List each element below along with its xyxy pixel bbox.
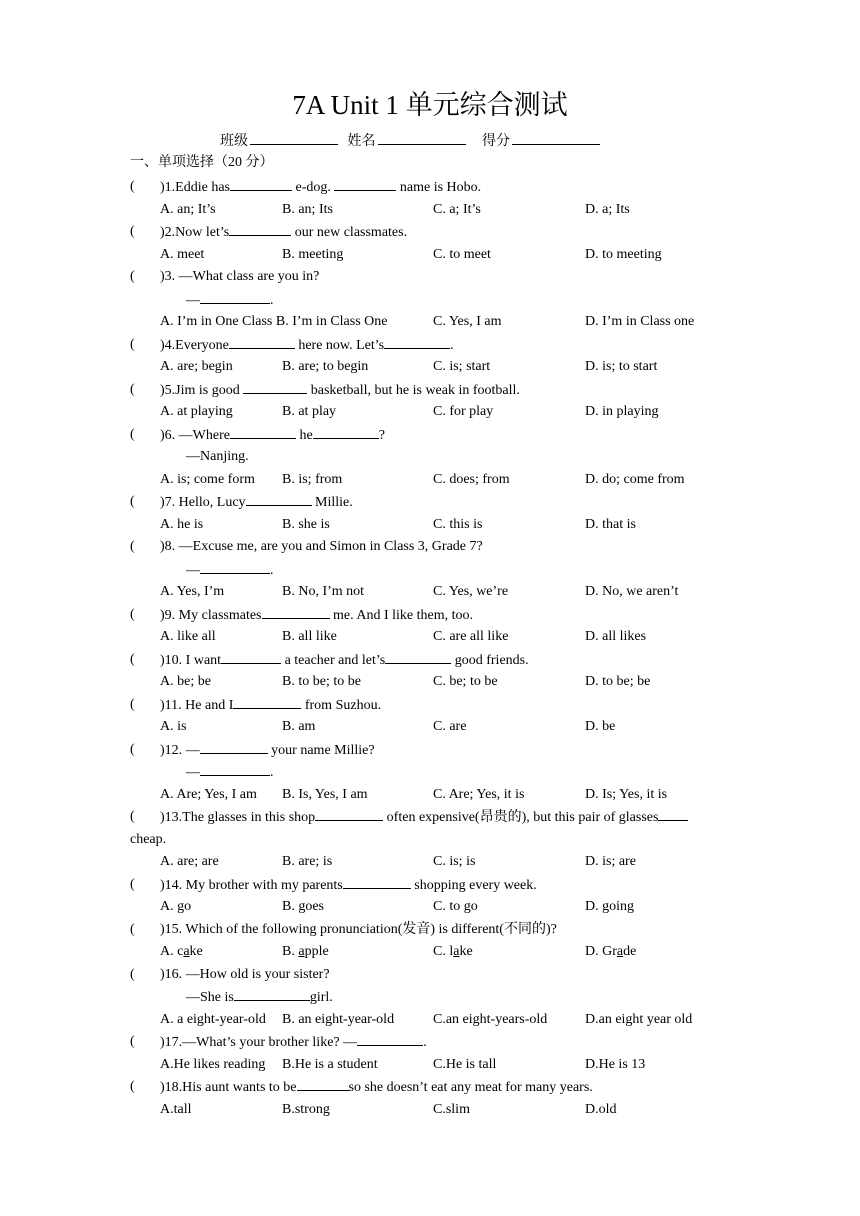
- dialogue-response: — .: [186, 559, 274, 583]
- answer-bracket: (: [130, 224, 135, 239]
- student-info: [220, 130, 606, 152]
- question-stem-continuation: [130, 829, 750, 852]
- option-d: D. be: [585, 719, 616, 734]
- dialogue-response: — .: [186, 289, 274, 313]
- option-c: C.He is tall: [433, 1056, 497, 1072]
- option-d: D. is; to start: [585, 359, 658, 374]
- question-stem: [130, 536, 750, 559]
- answer-blank: [357, 1031, 423, 1046]
- answer-blank: [384, 334, 450, 349]
- options-row: [130, 199, 750, 222]
- class-label: 班级: [220, 134, 248, 149]
- option-a: A. are; are: [160, 854, 219, 869]
- score-label: 得分: [482, 134, 510, 149]
- question-stem: [130, 649, 750, 672]
- answer-blank: [313, 424, 379, 439]
- question-answer-line: [130, 446, 750, 469]
- answer-blank: [233, 694, 301, 709]
- answer-bracket: (: [130, 494, 135, 509]
- option-d: D.old: [585, 1101, 617, 1117]
- option-c: C.an eight-years-old: [433, 1011, 548, 1027]
- question-text: )9. My classmates me. And I like them, too.: [160, 604, 473, 628]
- option-b: B. No, I’m not: [282, 584, 365, 599]
- option-c: C. for play: [433, 404, 494, 419]
- score-blank: [512, 130, 600, 145]
- option-c: C. are all like: [433, 629, 509, 644]
- option-c: C. Yes, I am: [433, 314, 502, 329]
- answer-blank: [658, 806, 688, 821]
- option-c: C.slim: [433, 1101, 470, 1117]
- name-blank: [378, 130, 466, 145]
- options-row: [130, 784, 750, 807]
- answer-blank: [385, 649, 451, 664]
- option-d: D. in playing: [585, 404, 659, 419]
- option-a: A. a eight-year-old: [160, 1011, 266, 1027]
- option-a: A. he is: [160, 516, 204, 532]
- answer-blank: [230, 176, 292, 191]
- answer-blank: [229, 334, 295, 349]
- question-text: )16. —How old is your sister?: [160, 966, 330, 982]
- question-stem: [130, 491, 750, 514]
- answer-bracket: (: [130, 696, 135, 712]
- underlined-letter: a: [183, 944, 190, 959]
- name-label: 姓名: [347, 134, 376, 149]
- question-text: )15. Which of the following pronunciation(发音) is different(不同的)?: [160, 921, 557, 937]
- answer-blank: [246, 491, 312, 506]
- answer-blank: [221, 649, 281, 664]
- question-answer-line: [130, 986, 750, 1009]
- question-text: )7. Hello, Lucy Millie.: [160, 491, 353, 515]
- question-text: )5.Jim is good basketball, but he is weak in football.: [160, 379, 520, 403]
- answer-bracket: (: [130, 921, 135, 937]
- option-c: C. does; from: [433, 471, 510, 487]
- question-text: )6. —Where he ?: [160, 424, 385, 448]
- question-list: [130, 176, 750, 1121]
- option-a: A. Are; Yes, I am: [160, 786, 257, 802]
- question-text-wrap: cheap.: [130, 831, 167, 847]
- question-text: )18.His aunt wants to be so she doesn’t eat any meat for many years.: [160, 1076, 593, 1100]
- answer-blank: [262, 604, 330, 619]
- option-d: D. is; are: [585, 854, 636, 869]
- answer-blank: [297, 1076, 349, 1091]
- option-d: D. No, we aren’t: [585, 584, 679, 599]
- answer-bracket: (: [130, 876, 135, 892]
- option-c: C. Yes, we’re: [433, 584, 509, 599]
- question-answer-line: [130, 289, 750, 312]
- question-text: )4.Everyone here now. Let’s .: [160, 334, 454, 358]
- option-a: A. is: [160, 719, 187, 734]
- option-c: C. Are; Yes, it is: [433, 786, 525, 802]
- answer-bracket: (: [130, 381, 135, 397]
- option-a: A.He likes reading: [160, 1056, 266, 1072]
- options-row: [130, 356, 750, 379]
- answer-blank: [200, 289, 270, 304]
- answer-blank: [315, 806, 383, 821]
- option-a: A.tall: [160, 1101, 192, 1117]
- question-stem: [130, 874, 750, 897]
- option-a: A. cake: [160, 944, 203, 959]
- option-c: C. a; It’s: [433, 201, 481, 217]
- question-text: )11. He and I from Suzhou.: [160, 694, 381, 718]
- option-d: D. do; come from: [585, 471, 685, 487]
- question-stem: [130, 694, 750, 717]
- option-c: C. is; start: [433, 359, 491, 374]
- option-b: B. meeting: [282, 246, 344, 262]
- option-a: A. I’m in One Class B. I’m in Class One: [160, 314, 388, 329]
- option-c: C. is; is: [433, 854, 476, 869]
- answer-bracket: (: [130, 539, 135, 554]
- underlined-letter: a: [453, 944, 460, 959]
- question-answer-line: [130, 559, 750, 582]
- option-b: B. an; Its: [282, 201, 333, 217]
- question-answer-line: [130, 761, 750, 784]
- question-stem: [130, 604, 750, 627]
- question-text: )14. My brother with my parents shopping every week.: [160, 874, 537, 898]
- question-stem: [130, 739, 750, 762]
- option-c: C. be; to be: [433, 674, 498, 689]
- option-d: D. Grade: [585, 944, 637, 959]
- option-c: C. this is: [433, 516, 483, 532]
- option-b: B. are; to begin: [282, 359, 369, 374]
- question-stem: [130, 176, 750, 199]
- option-d: D.He is 13: [585, 1056, 646, 1072]
- answer-bracket: (: [130, 606, 135, 622]
- question-text: )2.Now let’s our new classmates.: [160, 221, 407, 245]
- option-d: D. to be; be: [585, 674, 651, 689]
- dialogue-response: — .: [186, 761, 274, 785]
- answer-bracket: (: [130, 966, 135, 982]
- options-row: [130, 514, 750, 537]
- option-b: B. am: [282, 719, 316, 734]
- option-b: B.strong: [282, 1101, 330, 1117]
- option-b: B. all like: [282, 629, 337, 644]
- question-text: )13.The glasses in this shop often expensive(昂贵的), but this pair of glasses: [160, 806, 688, 830]
- option-d: D. I’m in Class one: [585, 314, 695, 329]
- question-stem: [130, 1031, 750, 1054]
- page-title: 7A Unit 1 单元综合测试: [292, 90, 568, 120]
- question-text: )8. —Excuse me, are you and Simon in Class 3, Grade 7?: [160, 539, 483, 554]
- options-row: [130, 626, 750, 649]
- question-stem: [130, 379, 750, 402]
- answer-bracket: (: [130, 426, 135, 442]
- options-row: [130, 896, 750, 919]
- options-row: [130, 716, 750, 739]
- answer-bracket: (: [130, 179, 135, 194]
- options-row: [130, 1054, 750, 1077]
- question-text: )12. — your name Millie?: [160, 739, 375, 763]
- option-a: A. be; be: [160, 674, 211, 689]
- question-stem: [130, 266, 750, 289]
- option-d: D.an eight year old: [585, 1011, 693, 1027]
- options-row: [130, 941, 750, 964]
- options-row: [130, 581, 750, 604]
- question-stem: [130, 221, 750, 244]
- option-a: A. like all: [160, 629, 216, 644]
- options-row: [130, 1009, 750, 1032]
- option-d: D. going: [585, 899, 634, 914]
- answer-bracket: (: [130, 1034, 135, 1049]
- underlined-letter: a: [298, 944, 305, 959]
- section-title: 一、单项选择（20 分）: [130, 155, 274, 170]
- options-row: [130, 851, 750, 874]
- option-c: C. to go: [433, 899, 478, 914]
- question-stem: [130, 806, 750, 829]
- answer-bracket: (: [130, 651, 135, 667]
- option-d: D. to meeting: [585, 246, 662, 262]
- question-stem: [130, 919, 750, 942]
- question-text: )3. —What class are you in?: [160, 269, 320, 284]
- option-b: B. at play: [282, 404, 337, 419]
- answer-blank: [334, 176, 396, 191]
- options-row: [130, 244, 750, 267]
- option-b: B. she is: [282, 516, 330, 532]
- options-row: [130, 1099, 750, 1122]
- dialogue-response: —She is girl.: [186, 986, 333, 1010]
- class-blank: [250, 130, 338, 145]
- answer-bracket: (: [130, 741, 135, 757]
- option-b: B. to be; to be: [282, 674, 361, 689]
- option-b: B. is; from: [282, 471, 343, 487]
- option-a: A. an; It’s: [160, 201, 216, 217]
- option-b: B. are; is: [282, 854, 333, 869]
- option-a: A. Yes, I’m: [160, 584, 225, 599]
- option-a: A. at playing: [160, 404, 233, 419]
- answer-blank: [200, 559, 270, 574]
- answer-blank: [229, 221, 291, 236]
- answer-blank: [200, 761, 270, 776]
- question-text: )1.Eddie has e-dog. name is Hobo.: [160, 176, 481, 200]
- question-text: )17.—What’s your brother like? — .: [160, 1031, 427, 1055]
- answer-bracket: (: [130, 809, 135, 824]
- dialogue-response: —Nanjing.: [186, 449, 249, 464]
- option-b: B.He is a student: [282, 1056, 378, 1072]
- option-d: D. a; Its: [585, 201, 630, 217]
- option-d: D. Is; Yes, it is: [585, 786, 668, 802]
- option-d: D. all likes: [585, 629, 647, 644]
- answer-blank: [234, 986, 310, 1001]
- answer-blank: [230, 424, 296, 439]
- question-stem: [130, 964, 750, 987]
- answer-blank: [243, 379, 307, 394]
- question-stem: [130, 334, 750, 357]
- option-d: D. that is: [585, 516, 636, 532]
- option-a: A. is; come form: [160, 471, 255, 487]
- answer-bracket: (: [130, 269, 135, 284]
- option-c: C. are: [433, 719, 467, 734]
- option-a: A. go: [160, 899, 192, 914]
- question-stem: [130, 1076, 750, 1099]
- question-text: )10. I want a teacher and let’s good friends.: [160, 649, 529, 673]
- options-row: [130, 671, 750, 694]
- option-b: B. an eight-year-old: [282, 1011, 395, 1027]
- option-b: B. Is, Yes, I am: [282, 786, 368, 802]
- option-b: B. goes: [282, 899, 324, 914]
- answer-bracket: (: [130, 1079, 135, 1094]
- answer-bracket: (: [130, 336, 135, 352]
- underlined-letter: a: [616, 944, 624, 959]
- options-row: [130, 401, 750, 424]
- options-row: [130, 311, 750, 334]
- question-stem: [130, 424, 750, 447]
- option-a: A. meet: [160, 246, 205, 262]
- option-c: C. to meet: [433, 246, 491, 262]
- answer-blank: [343, 874, 411, 889]
- option-a: A. are; begin: [160, 359, 233, 374]
- answer-blank: [200, 739, 268, 754]
- option-b: B. apple: [282, 944, 329, 959]
- options-row: [130, 469, 750, 492]
- option-c: C. lake: [433, 944, 473, 959]
